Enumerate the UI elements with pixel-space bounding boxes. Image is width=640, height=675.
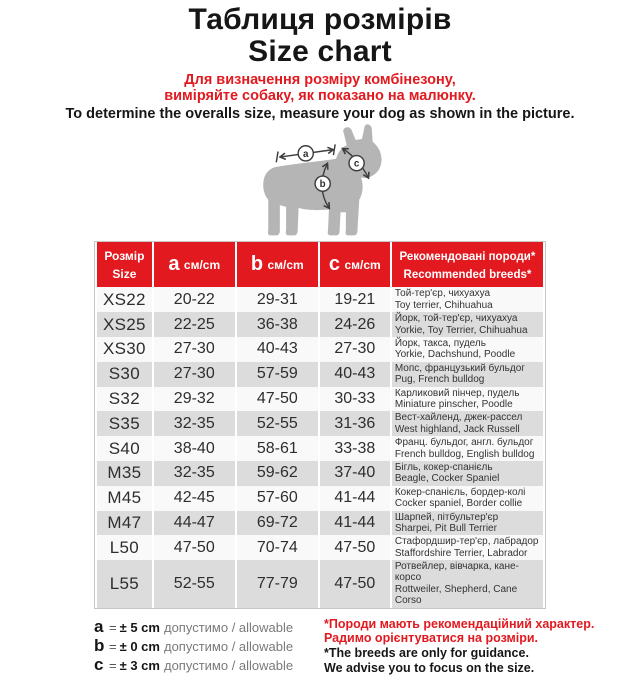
header-c: c см/cm <box>320 242 390 287</box>
cell-breeds <box>392 436 543 461</box>
header-a: a см/cm <box>154 242 235 287</box>
cell-size: L50 <box>97 535 152 560</box>
subtitle-uk-line2: виміряйте собаку, як показано на малюнку. <box>164 88 476 104</box>
cell-breeds-en: West highland, Jack Russell <box>395 424 520 435</box>
cell-b: 59-62 <box>237 461 318 486</box>
tolerance-b: b = ± 0 cm допустимо / allowable <box>94 636 294 655</box>
cell-size: M35 <box>97 461 152 486</box>
footnotes <box>94 617 546 675</box>
size-table-row <box>97 337 543 362</box>
size-table-body <box>97 287 543 607</box>
size-table <box>95 242 545 607</box>
dog-silhouette-svg <box>225 123 415 239</box>
header-breeds <box>392 242 543 287</box>
subtitle-uk-line1: Для визначення розміру комбінезону, <box>184 72 455 88</box>
cell-breeds-uk: Мопс, французький бульдог <box>395 363 525 374</box>
label-c-text: c <box>354 159 360 170</box>
cell-c: 27-30 <box>320 337 390 362</box>
cell-b: 77-79 <box>237 560 318 608</box>
size-table-row <box>97 387 543 412</box>
cell-breeds-en: Staffordshire Terrier, Labrador <box>395 548 527 559</box>
size-table-wrapper <box>94 241 546 608</box>
cell-breeds <box>392 560 543 608</box>
cell-size: S40 <box>97 436 152 461</box>
cell-c: 40-43 <box>320 362 390 387</box>
cell-c: 41-44 <box>320 511 390 536</box>
cell-breeds <box>392 511 543 536</box>
tolerance-list <box>94 617 294 675</box>
cell-b: 36-38 <box>237 312 318 337</box>
size-table-row <box>97 511 543 536</box>
cell-a: 22-25 <box>154 312 235 337</box>
breeds-note-en-2: We advise you to focus on the size. <box>324 661 546 675</box>
page-title-en: Size chart <box>0 36 640 68</box>
cell-breeds-en: Yorkie, Dachshund, Poodle <box>395 349 515 360</box>
cell-a: 27-30 <box>154 337 235 362</box>
header-breeds-uk: Рекомендовані породи* <box>400 251 536 263</box>
cell-a: 27-30 <box>154 362 235 387</box>
cell-size: M45 <box>97 486 152 511</box>
cell-breeds <box>392 287 543 312</box>
cell-b: 57-60 <box>237 486 318 511</box>
cell-b: 57-59 <box>237 362 318 387</box>
cell-c: 19-21 <box>320 287 390 312</box>
cell-size: XS25 <box>97 312 152 337</box>
cell-a: 32-35 <box>154 461 235 486</box>
header-size-en: Size <box>112 267 136 281</box>
cell-c: 30-33 <box>320 387 390 412</box>
cell-b: 40-43 <box>237 337 318 362</box>
cell-breeds-uk: Йорк, такса, пудель <box>395 338 486 349</box>
page-title-uk: Таблиця розмірів <box>0 4 640 36</box>
cell-a: 52-55 <box>154 560 235 608</box>
cell-size: S30 <box>97 362 152 387</box>
cell-b: 47-50 <box>237 387 318 412</box>
cell-breeds-en: Yorkie, Toy Terrier, Chihuahua <box>395 325 528 336</box>
tolerance-c: c = ± 3 cm допустимо / allowable <box>94 655 294 674</box>
label-b-text: b <box>320 180 326 191</box>
cell-breeds-uk: Франц. бульдог, англ. бульдог <box>395 437 534 448</box>
cell-b: 70-74 <box>237 535 318 560</box>
cell-c: 47-50 <box>320 560 390 608</box>
size-table-row <box>97 287 543 312</box>
cell-a: 20-22 <box>154 287 235 312</box>
subtitle-uk <box>0 72 640 104</box>
cell-breeds-en: Rottweiler, Shepherd, Cane Corso <box>395 584 517 606</box>
cell-breeds <box>392 337 543 362</box>
header-size-uk: Розмір <box>104 249 144 263</box>
cell-a: 47-50 <box>154 535 235 560</box>
cell-b: 69-72 <box>237 511 318 536</box>
size-table-header-row <box>97 242 543 287</box>
cell-breeds-en: Pug, French bulldog <box>395 374 485 385</box>
cell-breeds-uk: Кокер-спанієль, бордер-колі <box>395 487 526 498</box>
cell-breeds <box>392 362 543 387</box>
cell-breeds-uk: Стафордшир-тер'єр, лабрадор <box>395 536 539 547</box>
cell-c: 41-44 <box>320 486 390 511</box>
cell-breeds-uk: Вест-хайленд, джек-рассел <box>395 412 522 423</box>
cell-breeds-uk: Ротвейлер, вівчарка, кане-корсо <box>395 561 519 583</box>
cell-a: 32-35 <box>154 411 235 436</box>
cell-size: L55 <box>97 560 152 608</box>
cell-breeds-en: Sharpei, Pit Bull Terrier <box>395 523 497 534</box>
cell-breeds-en: Miniature pinscher, Poodle <box>395 399 513 410</box>
cell-breeds-uk: Бігль, кокер-спанієль <box>395 462 493 473</box>
size-table-row <box>97 411 543 436</box>
cell-c: 31-36 <box>320 411 390 436</box>
cell-breeds <box>392 461 543 486</box>
cell-c: 47-50 <box>320 535 390 560</box>
cell-breeds-uk: Шарпей, пітбультер'єр <box>395 512 498 523</box>
cell-breeds <box>392 535 543 560</box>
cell-breeds-en: Beagle, Cocker Spaniel <box>395 473 500 484</box>
cell-a: 38-40 <box>154 436 235 461</box>
size-table-row <box>97 486 543 511</box>
dog-measurement-diagram <box>225 123 415 239</box>
cell-breeds-en: French bulldog, English bulldog <box>395 449 535 460</box>
cell-a: 42-45 <box>154 486 235 511</box>
header-breeds-en: Recommended breeds* <box>404 269 532 281</box>
header-size <box>97 242 152 287</box>
cell-size: S35 <box>97 411 152 436</box>
breeds-note-uk-2: Радимо орієнтуватися на розміри. <box>324 631 546 646</box>
size-table-row <box>97 312 543 337</box>
cell-breeds <box>392 486 543 511</box>
cell-size: XS30 <box>97 337 152 362</box>
cell-b: 58-61 <box>237 436 318 461</box>
cell-breeds <box>392 411 543 436</box>
cell-c: 33-38 <box>320 436 390 461</box>
breeds-note-en-1: *The breeds are only for guidance. <box>324 646 546 661</box>
label-a-text: a <box>303 149 309 160</box>
cell-c: 24-26 <box>320 312 390 337</box>
size-table-row <box>97 436 543 461</box>
cell-b: 29-31 <box>237 287 318 312</box>
tolerance-a: a = ± 5 cm допустимо / allowable <box>94 617 294 636</box>
cell-breeds-uk: Карликовий пінчер, пудель <box>395 388 520 399</box>
cell-size: M47 <box>97 511 152 536</box>
cell-breeds-en: Toy terrier, Chihuahua <box>395 300 493 311</box>
cell-b: 52-55 <box>237 411 318 436</box>
cell-size: XS22 <box>97 287 152 312</box>
cell-breeds-uk: Йорк, той-тер'єр, чихуахуа <box>395 313 518 324</box>
breeds-note <box>324 617 546 675</box>
cell-a: 44-47 <box>154 511 235 536</box>
header-b: b см/cm <box>237 242 318 287</box>
cell-breeds-uk: Той-тер'єр, чихуахуа <box>395 288 490 299</box>
size-table-row <box>97 362 543 387</box>
size-table-row <box>97 461 543 486</box>
subtitle-en: To determine the overalls size, measure your dog as shown in the picture. <box>0 106 640 122</box>
size-table-row <box>97 535 543 560</box>
cell-breeds <box>392 387 543 412</box>
cell-size: S32 <box>97 387 152 412</box>
cell-breeds-en: Cocker spaniel, Border collie <box>395 498 522 509</box>
cell-breeds <box>392 312 543 337</box>
cell-c: 37-40 <box>320 461 390 486</box>
breeds-note-uk-1: *Породи мають рекомендаційний характер. <box>324 617 546 632</box>
cell-a: 29-32 <box>154 387 235 412</box>
size-table-row <box>97 560 543 608</box>
